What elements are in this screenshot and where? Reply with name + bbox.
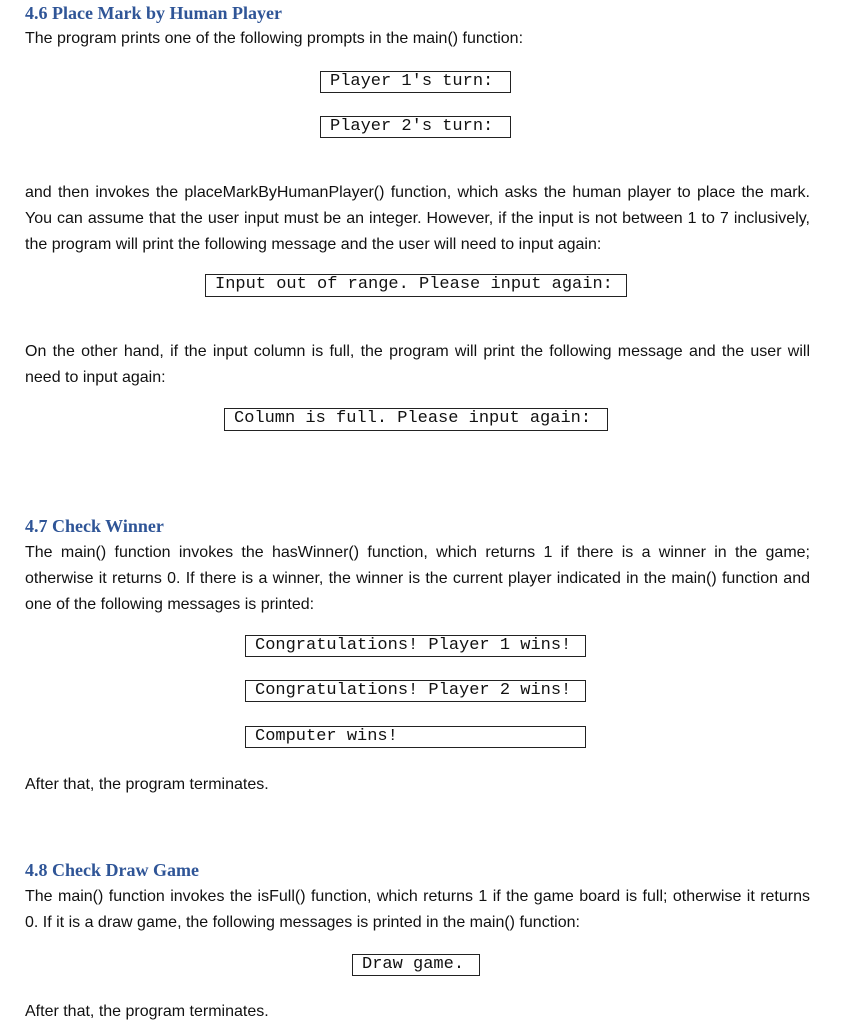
code-box-player1-turn: Player 1's turn: bbox=[320, 71, 511, 93]
paragraph-prompts-intro: The program prints one of the following prompts in the main() function: bbox=[25, 30, 524, 47]
code-box-column-full: Column is full. Please input again: bbox=[224, 408, 608, 431]
paragraph-after-winner: After that, the program terminates. bbox=[25, 776, 269, 793]
code-box-input-out-of-range: Input out of range. Please input again: bbox=[205, 274, 627, 297]
paragraph-check-winner: The main() function invokes the hasWinner() function, which returns 1 if there is a winner in the game; otherwise it returns 0. If there is a winner, the winner is the current player indicated in the main() function and one of the following messages is printed: bbox=[25, 544, 810, 613]
section-heading-4-7: 4.7 Check Winner bbox=[25, 516, 164, 536]
paragraph-check-draw: The main() function invokes the isFull() function, which returns 1 if the game board is full; otherwise it returns 0. If it is a draw game, the following messages is printed in the main() function: bbox=[25, 888, 810, 931]
code-box-player2-wins: Congratulations! Player 2 wins! bbox=[245, 680, 586, 702]
code-box-player2-turn: Player 2's turn: bbox=[320, 116, 511, 138]
paragraph-after-draw: After that, the program terminates. bbox=[25, 1003, 269, 1020]
paragraph-place-mark: and then invokes the placeMarkByHumanPlayer() function, which asks the human player to place the mark. You can assume that the user input must be an integer. However, if the input is not between 1 to 7 inclusively, the program will print the following message and the user will need to input again: bbox=[25, 184, 810, 253]
section-heading-4-6: 4.6 Place Mark by Human Player bbox=[25, 3, 282, 23]
paragraph-column-full: On the other hand, if the input column is full, the program will print the following message and the user will need to input again: bbox=[25, 343, 810, 386]
code-box-computer-wins: Computer wins! bbox=[245, 726, 586, 748]
section-heading-4-8: 4.8 Check Draw Game bbox=[25, 860, 199, 880]
code-box-draw-game: Draw game. bbox=[352, 954, 480, 976]
code-box-player1-wins: Congratulations! Player 1 wins! bbox=[245, 635, 586, 657]
